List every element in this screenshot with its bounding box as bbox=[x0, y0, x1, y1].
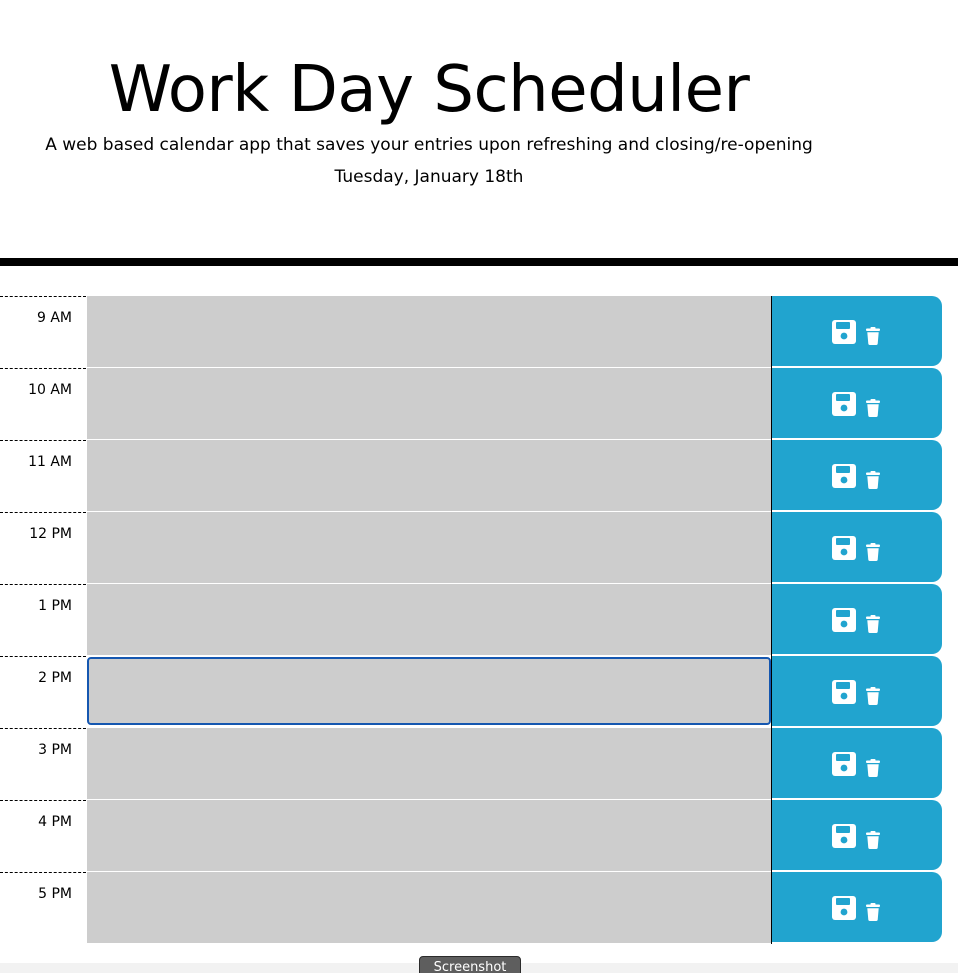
save-icon[interactable] bbox=[832, 320, 856, 344]
time-block-list bbox=[0, 296, 942, 944]
trash-icon[interactable] bbox=[865, 831, 881, 849]
block-actions bbox=[772, 440, 942, 510]
trash-icon[interactable] bbox=[865, 327, 881, 345]
event-description-input[interactable] bbox=[87, 728, 771, 800]
trash-icon[interactable] bbox=[865, 471, 881, 489]
save-icon[interactable] bbox=[832, 752, 856, 776]
trash-icon[interactable] bbox=[865, 615, 881, 633]
block-actions bbox=[772, 368, 942, 438]
trash-icon[interactable] bbox=[865, 687, 881, 705]
block-actions bbox=[772, 296, 942, 366]
hour-label: 11 AM bbox=[0, 440, 86, 511]
trash-icon[interactable] bbox=[865, 399, 881, 417]
hour-label: 9 AM bbox=[0, 296, 86, 367]
trash-icon[interactable] bbox=[865, 903, 881, 921]
event-description-input[interactable] bbox=[87, 440, 771, 512]
event-description-input[interactable] bbox=[87, 296, 771, 368]
save-icon[interactable] bbox=[832, 392, 856, 416]
time-block bbox=[0, 584, 942, 656]
time-block bbox=[0, 368, 942, 440]
time-block bbox=[0, 656, 942, 728]
block-actions bbox=[772, 872, 942, 942]
event-description-input[interactable] bbox=[87, 800, 771, 872]
time-block bbox=[0, 800, 942, 872]
save-icon[interactable] bbox=[832, 608, 856, 632]
block-actions bbox=[772, 800, 942, 870]
jumbotron-header bbox=[0, 0, 858, 258]
event-description-input[interactable] bbox=[87, 872, 771, 944]
hour-label: 12 PM bbox=[0, 512, 86, 583]
page-title: Work Day Scheduler bbox=[108, 53, 750, 127]
block-actions bbox=[772, 656, 942, 726]
save-icon[interactable] bbox=[832, 464, 856, 488]
hour-label: 10 AM bbox=[0, 368, 86, 439]
trash-icon[interactable] bbox=[865, 759, 881, 777]
hour-label: 2 PM bbox=[0, 656, 86, 727]
event-description-input[interactable] bbox=[87, 657, 771, 725]
current-day: Tuesday, January 18th bbox=[334, 167, 524, 187]
block-actions bbox=[772, 584, 942, 654]
save-icon[interactable] bbox=[832, 824, 856, 848]
app-description: A web based calendar app that saves your entries upon refreshing and closing/re-opening bbox=[45, 135, 813, 155]
time-block bbox=[0, 512, 942, 584]
save-icon[interactable] bbox=[832, 896, 856, 920]
hour-label: 5 PM bbox=[0, 872, 86, 943]
screenshot-button[interactable]: Screenshot bbox=[419, 956, 521, 973]
save-icon[interactable] bbox=[832, 680, 856, 704]
save-icon[interactable] bbox=[832, 536, 856, 560]
time-block bbox=[0, 728, 942, 800]
hour-label: 3 PM bbox=[0, 728, 86, 799]
block-actions bbox=[772, 728, 942, 798]
hour-label: 1 PM bbox=[0, 584, 86, 655]
time-block bbox=[0, 296, 942, 368]
block-actions bbox=[772, 512, 942, 582]
time-block bbox=[0, 872, 942, 944]
header-divider bbox=[0, 258, 958, 266]
time-block bbox=[0, 440, 942, 512]
trash-icon[interactable] bbox=[865, 543, 881, 561]
event-description-input[interactable] bbox=[87, 512, 771, 584]
event-description-input[interactable] bbox=[87, 584, 771, 656]
event-description-input[interactable] bbox=[87, 368, 771, 440]
hour-label: 4 PM bbox=[0, 800, 86, 871]
